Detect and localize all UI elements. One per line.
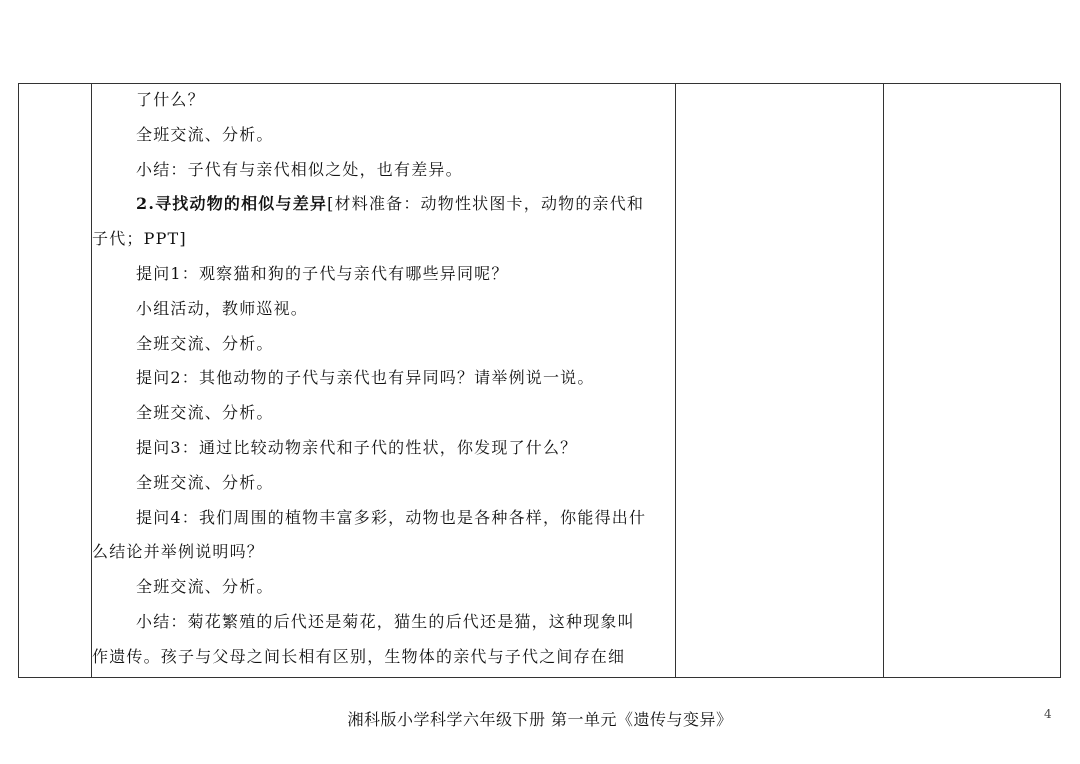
text-line: 提问4：我们周围的植物丰富多彩，动物也是各种各样，你能得出什: [136, 507, 647, 527]
section-heading: 2.寻找动物的相似与差异: [136, 194, 328, 214]
materials-note: [材料准备：动物性状图卡，动物的亲代和: [327, 194, 645, 214]
lesson-content-cell: [92, 83, 672, 678]
column-divider: [675, 84, 676, 677]
text-line: 子代；PPT]: [92, 229, 187, 249]
text-line: 了什么？: [136, 90, 205, 109]
page-number: 4: [1044, 707, 1052, 721]
text-line: 全班交流、分析。: [136, 577, 274, 597]
text-line: 么结论并举例说明吗？: [92, 542, 265, 562]
text-line: [92, 187, 672, 222]
text-line: 全班交流、分析。: [136, 472, 274, 492]
text-line: 小结：菊花繁殖的后代还是菊花，猫生的后代还是猫，这种现象叫: [136, 612, 635, 631]
text-line: 提问1：观察猫和狗的子代与亲代有哪些异同呢？: [136, 264, 509, 283]
column-divider: [883, 84, 884, 677]
text-line: 提问3：通过比较动物亲代和子代的性状，你发现了什么？: [136, 438, 578, 457]
text-line: 作遗传。孩子与父母之间长相有区别，生物体的亲代与子代之间存在细: [92, 646, 626, 666]
text-line: 全班交流、分析。: [136, 124, 274, 144]
text-line: 小结：子代有与亲代相似之处，也有差异。: [136, 159, 463, 179]
footer-title: 湘科版小学科学六年级下册 第一单元《遗传与变异》: [347, 710, 733, 729]
text-line: 全班交流、分析。: [136, 403, 274, 423]
text-line: 全班交流、分析。: [136, 333, 274, 353]
text-line: 提问2：其他动物的子代与亲代也有异同吗？请举例说一说。: [136, 368, 595, 388]
text-line: 小组活动，教师巡视。: [136, 298, 309, 318]
